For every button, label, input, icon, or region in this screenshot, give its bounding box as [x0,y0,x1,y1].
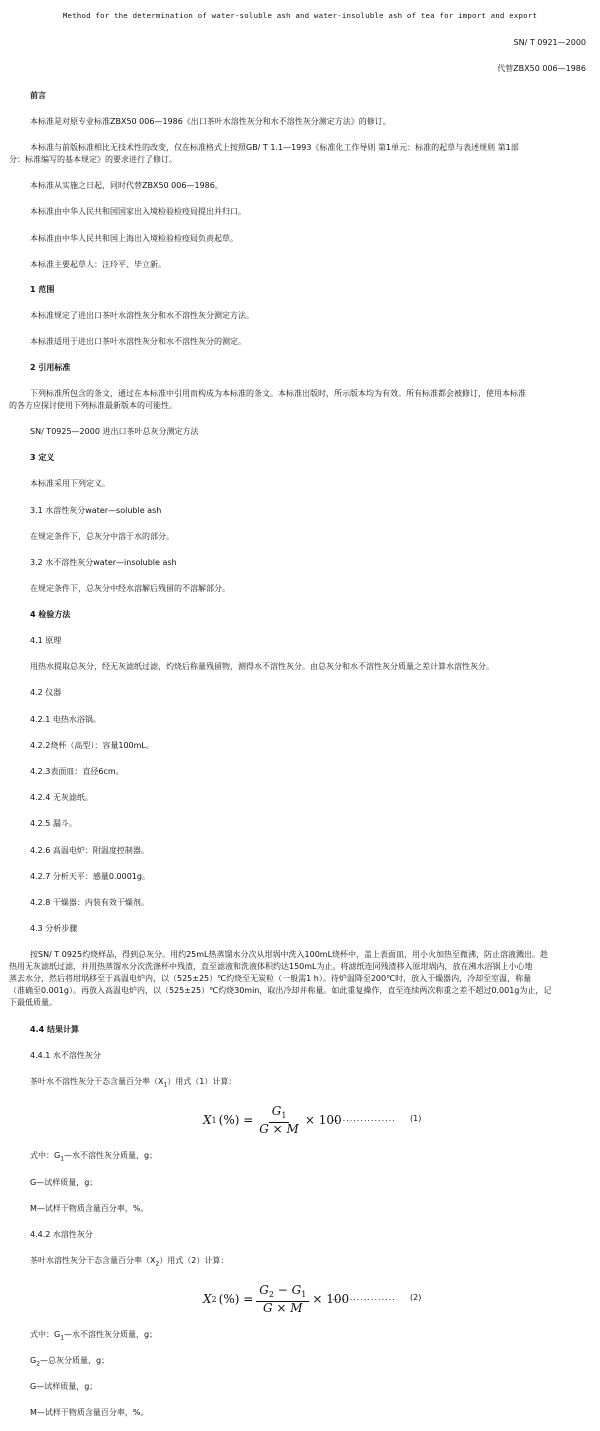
section-paragraph: 本标准规定了进出口茶叶水溶性灰分和水不溶性灰分测定方法。 [30,311,254,320]
foreword-paragraph: 本标准主要起草人：汪玲平、毕立新。 [30,260,166,269]
foreword-paragraph: 本标准由中华人民共和国国家出入境检验检疫局提出并归口。 [30,207,246,216]
definition-term: 3.2 水不溶性灰分water—insoluble ash [30,558,177,567]
formula-number: (1) [410,1114,422,1123]
formula-2-fraction: $\frac{G_2 - G_1}{G \times M}$ [256,1284,309,1315]
formula-intro: 茶叶水溶性灰分干态含量百分率$(X_2)$用式（2）计算： [30,1256,229,1268]
section-paragraph: 本标准采用下列定义。 [30,479,110,488]
instrument-item: 4.2.1 电热水浴锅。 [30,715,101,724]
procedure-paragraph: 热用无灰滤纸过滤，并用热蒸馏水分次洗涤杯中残渣，直至滤液和洗液体积约达150mL为止。将滤纸连同残渣移入原坩埚内，放在沸水浴锅上小心地 [9,962,533,971]
foreword-heading: 前言 [30,91,46,100]
symbol-definition: M—试样干物质含量百分率，%。 [30,1204,149,1213]
formula-intro: 茶叶水不溶性灰分干态含量百分率$(X_1)$用式（1）计算： [30,1077,237,1089]
section-heading: 4 检验方法 [30,610,71,619]
subsection-heading: 4.4.2 水溶性灰分 [30,1230,93,1239]
section-paragraph: 本标准适用于进出口茶叶水溶性灰分和水不溶性灰分的测定。 [30,337,246,346]
foreword-paragraph: 本标准由中华人民共和国上海出入境检验检疫局负责起草。 [30,234,238,243]
symbol-definition: 式中：$G_1—$水不溶性灰分质量，g； [30,1330,158,1342]
section-heading: 2 引用标准 [30,363,71,372]
subsection-heading: 4.4.1 水不溶性灰分 [30,1051,101,1060]
instrument-item: 4.2.2烧杯（高型）：容量100mL。 [30,741,154,750]
procedure-paragraph: （准确至0.001g）。再放入高温电炉内，以（525±25）℃灼烧30min，取出冷却并称量。如此重复操作，直至连续两次称重之差不超过0.001g为止，记 [9,986,552,995]
foreword-paragraph: 本标准与前版标准相比无技术性的改变，仅在标准格式上按照GB/ T 1.1—1993《标准化工作导则 第1单元：标准的起草与表述规则 第1部 [30,143,519,152]
foreword-paragraph: 本标准从实施之日起，同时代替ZBX50 006—1986。 [30,181,223,190]
formula-1: X 1 (%) = $\frac{G_1}{G \times M}$ × 100 [203,1104,342,1136]
definition-text: 在规定条件下，总灰分中经水溶解后残留的不溶解部分。 [30,584,230,593]
symbol-definition: G—试样质量，g； [30,1382,98,1391]
subsection-heading: 4.4 结果计算 [30,1025,79,1034]
formula-leader-dots: .................. [332,1293,396,1302]
instrument-item: 4.2.6 高温电炉：附温度控制器。 [30,846,149,855]
instrument-item: 4.2.5 漏斗。 [30,819,77,828]
definition-text: 在规定条件下，总灰分中溶于水的部分。 [30,532,174,541]
symbol-definition: $G_2—$总灰分质量，g； [30,1356,110,1368]
procedure-paragraph: 蒸去水分，然后将坩埚移至于高温电炉内，以（525±25）℃灼烧至无炭粒（一般需1 h）。待炉温降至200℃时，放入干燥器内，冷却至室温，称量 [9,974,532,983]
procedure-paragraph: 按SN/ T 0925灼烧样品，得到总灰分。用约25mL热蒸馏水分次从坩埚中洗入100mL烧杯中，盖上表面皿，用小火加热至微沸，防止溶液溅出。趁 [30,950,549,959]
formula-2: X 2 (%) = $\frac{G_2 - G_1}{G \times M}$ × 100 [203,1283,350,1315]
section-paragraph: 用热水提取总灰分，经无灰滤纸过滤，灼烧后称量残留物，测得水不溶性灰分。由总灰分和水不溶性灰分质量之差计算水溶性灰分。 [30,662,494,671]
section-heading: 1 范围 [30,285,55,294]
section-paragraph: 的各方应探讨使用下列标准最新版本的可能性。 [9,401,177,410]
replaces-note: 代替ZBX50 006—1986 [497,64,586,73]
procedure-paragraph: 下最低质量。 [9,998,57,1007]
formula-leader-dots: .................. [332,1114,396,1123]
subsection-heading: 4.3 分析步骤 [30,924,78,933]
foreword-paragraph: 分：标准编写的基本规定》的要求进行了修订。 [9,155,177,164]
formula-number: (2) [410,1293,422,1302]
standard-number: SN/ T 0921—2000 [513,38,586,47]
symbol-definition: G—试样质量，g； [30,1178,98,1187]
reference-standard: SN/ T0925—2000 进出口茶叶总灰分测定方法 [30,427,199,436]
symbol-definition: 式中：$G_1—$水不溶性灰分质量，g； [30,1151,158,1163]
document-title: Method for the determination of water-soluble ash and water-insoluble ash of tea for import and export [62,11,538,20]
symbol-definition: M—试样干物质含量百分率，%。 [30,1408,149,1417]
instrument-item: 4.2.3表面皿：直径6cm。 [30,767,124,776]
section-paragraph: 下列标准所包含的条文，通过在本标准中引用而构成为本标准的条文。本标准出版时，所示版本均为有效。所有标准都会被修订，使用本标准 [30,389,526,398]
definition-term: 3.1 水溶性灰分water—soluble ash [30,506,162,515]
subsection-heading: 4.2 仪器 [30,688,62,697]
instrument-item: 4.2.8 干燥器：内装有效干燥剂。 [30,898,149,907]
foreword-paragraph: 本标准是对原专业标准ZBX50 006—1986《出口茶叶水溶性灰分和水不溶性灰分测定方法》的修订。 [30,117,391,126]
section-heading: 3 定义 [30,453,55,462]
subsection-heading: 4.1 原理 [30,636,62,645]
instrument-item: 4.2.7 分析天平：感量0.0001g。 [30,872,150,881]
instrument-item: 4.2.4 无灰滤纸。 [30,793,93,802]
formula-1-fraction: $\frac{G_1}{G \times M}$ [259,1104,299,1136]
